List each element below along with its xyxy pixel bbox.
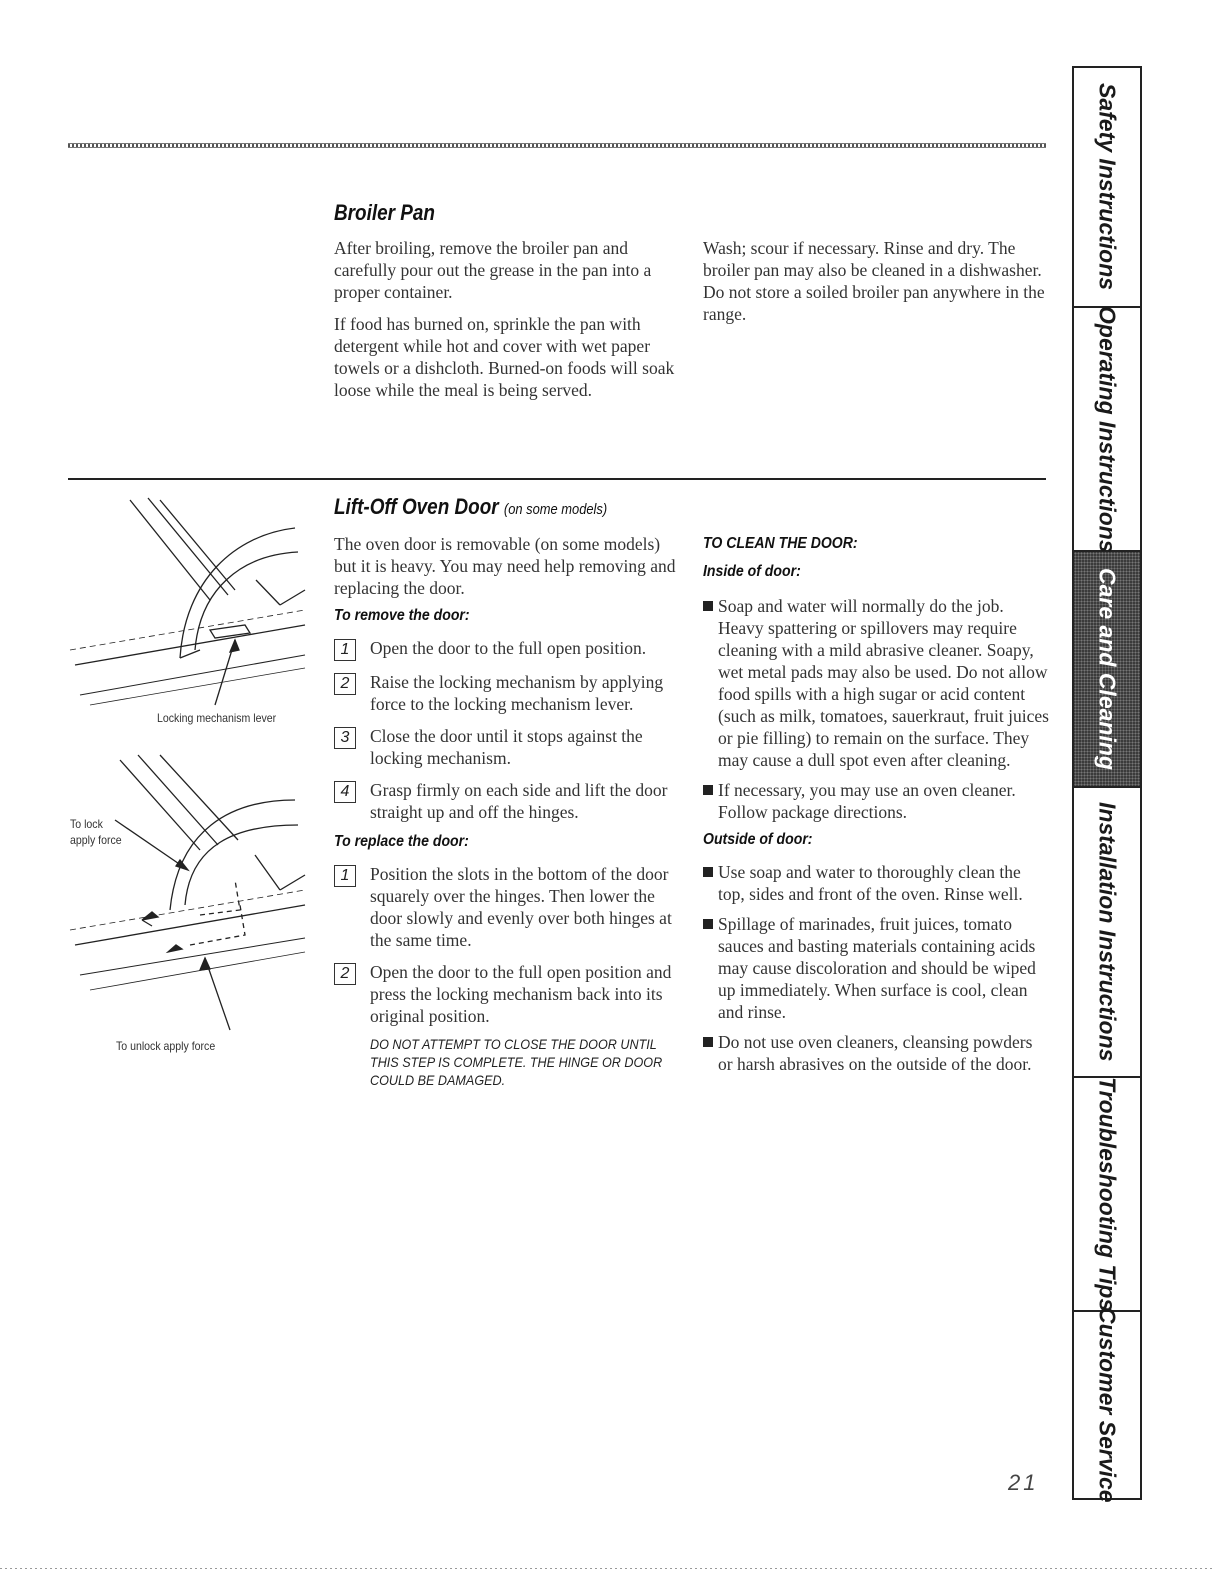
broiler-pan-p3: Wash; scour if necessary. Rinse and dry. The broiler pan may also be cleaned in a dishwasher. Do not store a soiled broiler pan anywhere in the range. bbox=[703, 238, 1045, 324]
step-text: Raise the locking mechanism by applying force to the locking mechanism lever. bbox=[370, 672, 664, 714]
inside-door-heading: Inside of door: bbox=[703, 563, 801, 580]
hinge-diagram-top bbox=[70, 498, 305, 705]
step-text: Grasp firmly on each side and lift the door straight up and off the hinges. bbox=[370, 780, 668, 822]
page-number: 21 bbox=[1008, 1470, 1039, 1495]
broiler-pan-col2 bbox=[703, 237, 1048, 325]
remove-step bbox=[334, 725, 684, 769]
section-tabs bbox=[1072, 66, 1142, 1503]
outside-item-text: Use soap and water to thoroughly clean the top, sides and front of the oven. Rinse well. bbox=[718, 862, 1023, 904]
door-instructions-column bbox=[334, 533, 684, 1089]
broiler-pan-p2: If food has burned on, sprinkle the pan with detergent while hot and cover with wet paper towels or a dishcloth. Burned-on foods will soak loose while the meal is being served. bbox=[334, 314, 675, 400]
tab-safety-instructions[interactable] bbox=[1074, 68, 1140, 308]
step-number: 3 bbox=[334, 727, 356, 749]
inside-item-text: Soap and water will normally do the job. Heavy spattering or spillovers may require cleaning with a mild abrasive cleaner. Soapy, wet metal pads may also be used. Do not allow food spills with a high sugar or acid content (such as milk, tomatoes, sauerkraut, fruit juices or pie filling) to remain on the surface. They may cause a dull spot even after cleaning. bbox=[718, 596, 1049, 770]
remove-step bbox=[334, 671, 684, 715]
tab-operating-instructions[interactable] bbox=[1074, 305, 1140, 553]
tab-care-and-cleaning[interactable] bbox=[1074, 552, 1140, 788]
lift-off-door-title-note: (on some models) bbox=[503, 501, 608, 518]
lift-off-door-title-main: Lift-Off Oven Door bbox=[334, 494, 499, 519]
step-number: 1 bbox=[334, 639, 356, 661]
door-warning: DO NOT ATTEMPT TO CLOSE THE DOOR UNTIL THIS STEP IS COMPLETE. THE HINGE OR DOOR COULD BE DAMAGED. bbox=[370, 1036, 663, 1088]
broiler-pan-p1: After broiling, remove the broiler pan and carefully pour out the grease in the pan into a proper container. bbox=[334, 238, 652, 302]
outside-item-text: Spillage of marinades, fruit juices, tomato sauces and basting materials containing acids may cause discoloration and should be wiped up immediately. When surface is cool, clean and rinse. bbox=[718, 914, 1036, 1022]
outside-door-heading: Outside of door: bbox=[703, 831, 813, 848]
remove-step bbox=[334, 637, 684, 661]
outside-item-text: Do not use oven cleaners, cleansing powders or harsh abrasives on the outside of the door. bbox=[718, 1032, 1033, 1074]
tab-label: Care and Cleaning bbox=[1094, 568, 1121, 770]
bottom-dotted-rule bbox=[0, 1568, 1213, 1569]
label-to-unlock: To unlock apply force bbox=[116, 1039, 216, 1053]
outside-item bbox=[703, 1031, 1051, 1075]
tab-troubleshooting-tips[interactable] bbox=[1074, 1078, 1140, 1312]
inside-item bbox=[703, 779, 1051, 823]
broiler-pan-title: Broiler Pan bbox=[334, 200, 435, 225]
step-text: Position the slots in the bottom of the door squarely over the hinges. Then lower the door slowly and evenly over both hinges at the same time. bbox=[370, 864, 672, 950]
door-hinge-illustration bbox=[60, 490, 310, 1060]
top-dotted-rule bbox=[68, 143, 1046, 148]
outside-item bbox=[703, 861, 1051, 905]
remove-door-heading: To remove the door: bbox=[334, 607, 470, 624]
remove-step bbox=[334, 779, 684, 823]
tab-label: Operating Instructions bbox=[1094, 305, 1121, 553]
label-to-lock-1: To lock bbox=[70, 817, 103, 831]
inside-item bbox=[703, 595, 1051, 771]
broiler-pan-col1 bbox=[334, 237, 679, 401]
door-intro: The oven door is removable (on some models) but it is heavy. You may need help removing and replacing the door. bbox=[334, 534, 676, 598]
replace-step bbox=[334, 961, 684, 1027]
section-divider bbox=[68, 478, 1046, 480]
label-to-lock-2: apply force bbox=[70, 833, 122, 847]
bullet-icon bbox=[703, 919, 713, 929]
bullet-icon bbox=[703, 785, 713, 795]
tab-customer-service[interactable] bbox=[1074, 1307, 1140, 1503]
bullet-icon bbox=[703, 1037, 713, 1047]
hinge-diagram-bottom bbox=[70, 755, 305, 1030]
step-text: Close the door until it stops against the locking mechanism. bbox=[370, 726, 643, 768]
label-locking-lever: Locking mechanism lever bbox=[157, 711, 277, 725]
step-text: Open the door to the full open position. bbox=[370, 638, 647, 658]
tab-label: Safety Instructions bbox=[1094, 83, 1121, 291]
step-text: Open the door to the full open position and press the locking mechanism back into its original position. bbox=[370, 962, 672, 1026]
clean-door-heading: TO CLEAN THE DOOR: bbox=[703, 535, 858, 552]
step-number: 2 bbox=[334, 673, 356, 695]
step-number: 1 bbox=[334, 865, 356, 887]
clean-door-column bbox=[703, 535, 1051, 1075]
step-number: 2 bbox=[334, 963, 356, 985]
tab-label: Troubleshooting Tips bbox=[1094, 1076, 1121, 1312]
inside-item-text: If necessary, you may use an oven cleaner. Follow package directions. bbox=[718, 780, 1016, 822]
outside-item bbox=[703, 913, 1051, 1023]
tab-label: Customer Service bbox=[1094, 1307, 1121, 1503]
step-number: 4 bbox=[334, 781, 356, 803]
replace-step bbox=[334, 863, 684, 951]
lift-off-door-title bbox=[334, 494, 607, 520]
bullet-icon bbox=[703, 601, 713, 611]
tab-installation-instructions[interactable] bbox=[1074, 788, 1140, 1078]
tab-label: Installation Instructions bbox=[1094, 802, 1121, 1062]
bullet-icon bbox=[703, 867, 713, 877]
replace-door-heading: To replace the door: bbox=[334, 833, 469, 850]
